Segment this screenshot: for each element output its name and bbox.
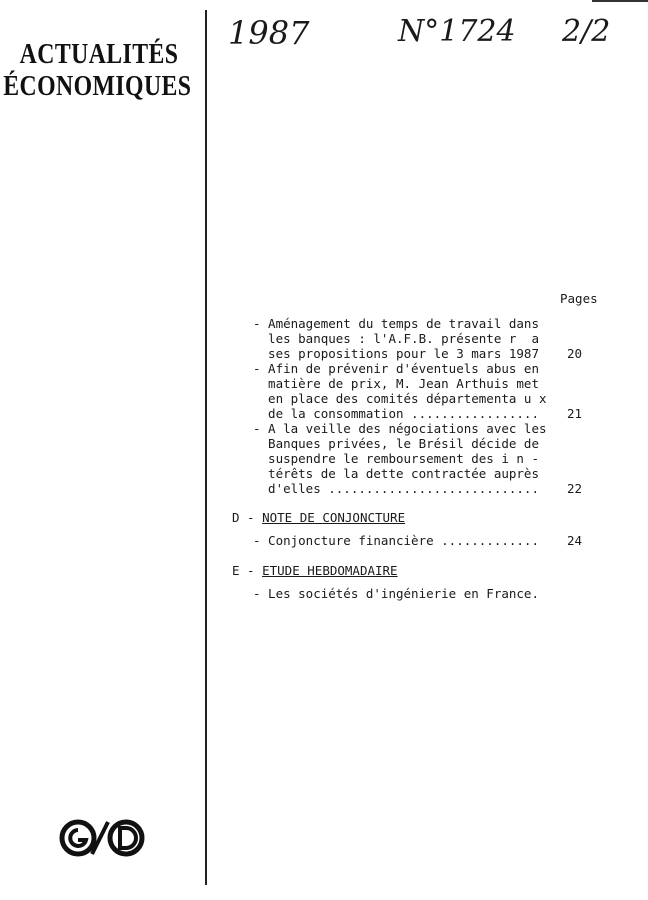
- entry-3-line-3: suspendre le remboursement des i n -: [253, 451, 539, 466]
- masthead-line-2: ÉCONOMIQUES: [3, 70, 192, 102]
- section-e-heading: [232, 563, 398, 579]
- vertical-rule: [205, 10, 207, 885]
- pages-header: Pages: [560, 291, 598, 306]
- entry-2-page: 21: [567, 406, 583, 421]
- entry-2-line-4: de la consommation .................: [253, 406, 539, 421]
- entry-2-line-1: - Afin de prévenir d'éventuels abus en: [253, 361, 539, 376]
- entry-3-line-4: térêts de la dette contractée auprès: [253, 466, 539, 481]
- masthead-line-1: ACTUALITÉS: [19, 38, 179, 70]
- section-d-letter: D -: [232, 510, 263, 525]
- masthead: [0, 38, 205, 102]
- section-d-heading: [232, 510, 405, 526]
- corner-rule: [592, 0, 648, 2]
- entry-3-line-1: - A la veille des négociations avec les: [253, 421, 547, 436]
- entry-1-line-3: ses propositions pour le 3 mars 1987: [253, 346, 539, 361]
- gd-logo-icon: [56, 818, 148, 858]
- section-d-page: 24: [567, 533, 583, 548]
- entry-3-line-2: Banques privées, le Brésil décide de: [253, 436, 539, 451]
- handwritten-part: 2/2: [562, 14, 611, 49]
- entry-2-line-3: en place des comités départementa u x: [253, 391, 547, 406]
- section-e-title: ETUDE HEBDOMADAIRE: [262, 563, 398, 578]
- handwritten-year: 1987: [228, 14, 310, 52]
- entry-1-page: 20: [567, 346, 583, 361]
- handwritten-issue-number: N°1724: [398, 14, 516, 49]
- entry-3-page: 22: [567, 481, 583, 496]
- section-e-item: - Les sociétés d'ingénierie en France.: [253, 586, 539, 601]
- entry-1-line-1: - Aménagement du temps de travail dans: [253, 316, 539, 331]
- section-d-title: NOTE DE CONJONCTURE: [262, 510, 406, 525]
- section-d-item: - Conjoncture financière .............: [253, 533, 539, 548]
- section-e-letter: E -: [232, 563, 263, 578]
- entry-2-line-2: matière de prix, M. Jean Arthuis met: [253, 376, 539, 391]
- entry-3-line-5: d'elles ............................: [253, 481, 539, 496]
- entry-1-line-2: les banques : l'A.F.B. présente r a: [253, 331, 539, 346]
